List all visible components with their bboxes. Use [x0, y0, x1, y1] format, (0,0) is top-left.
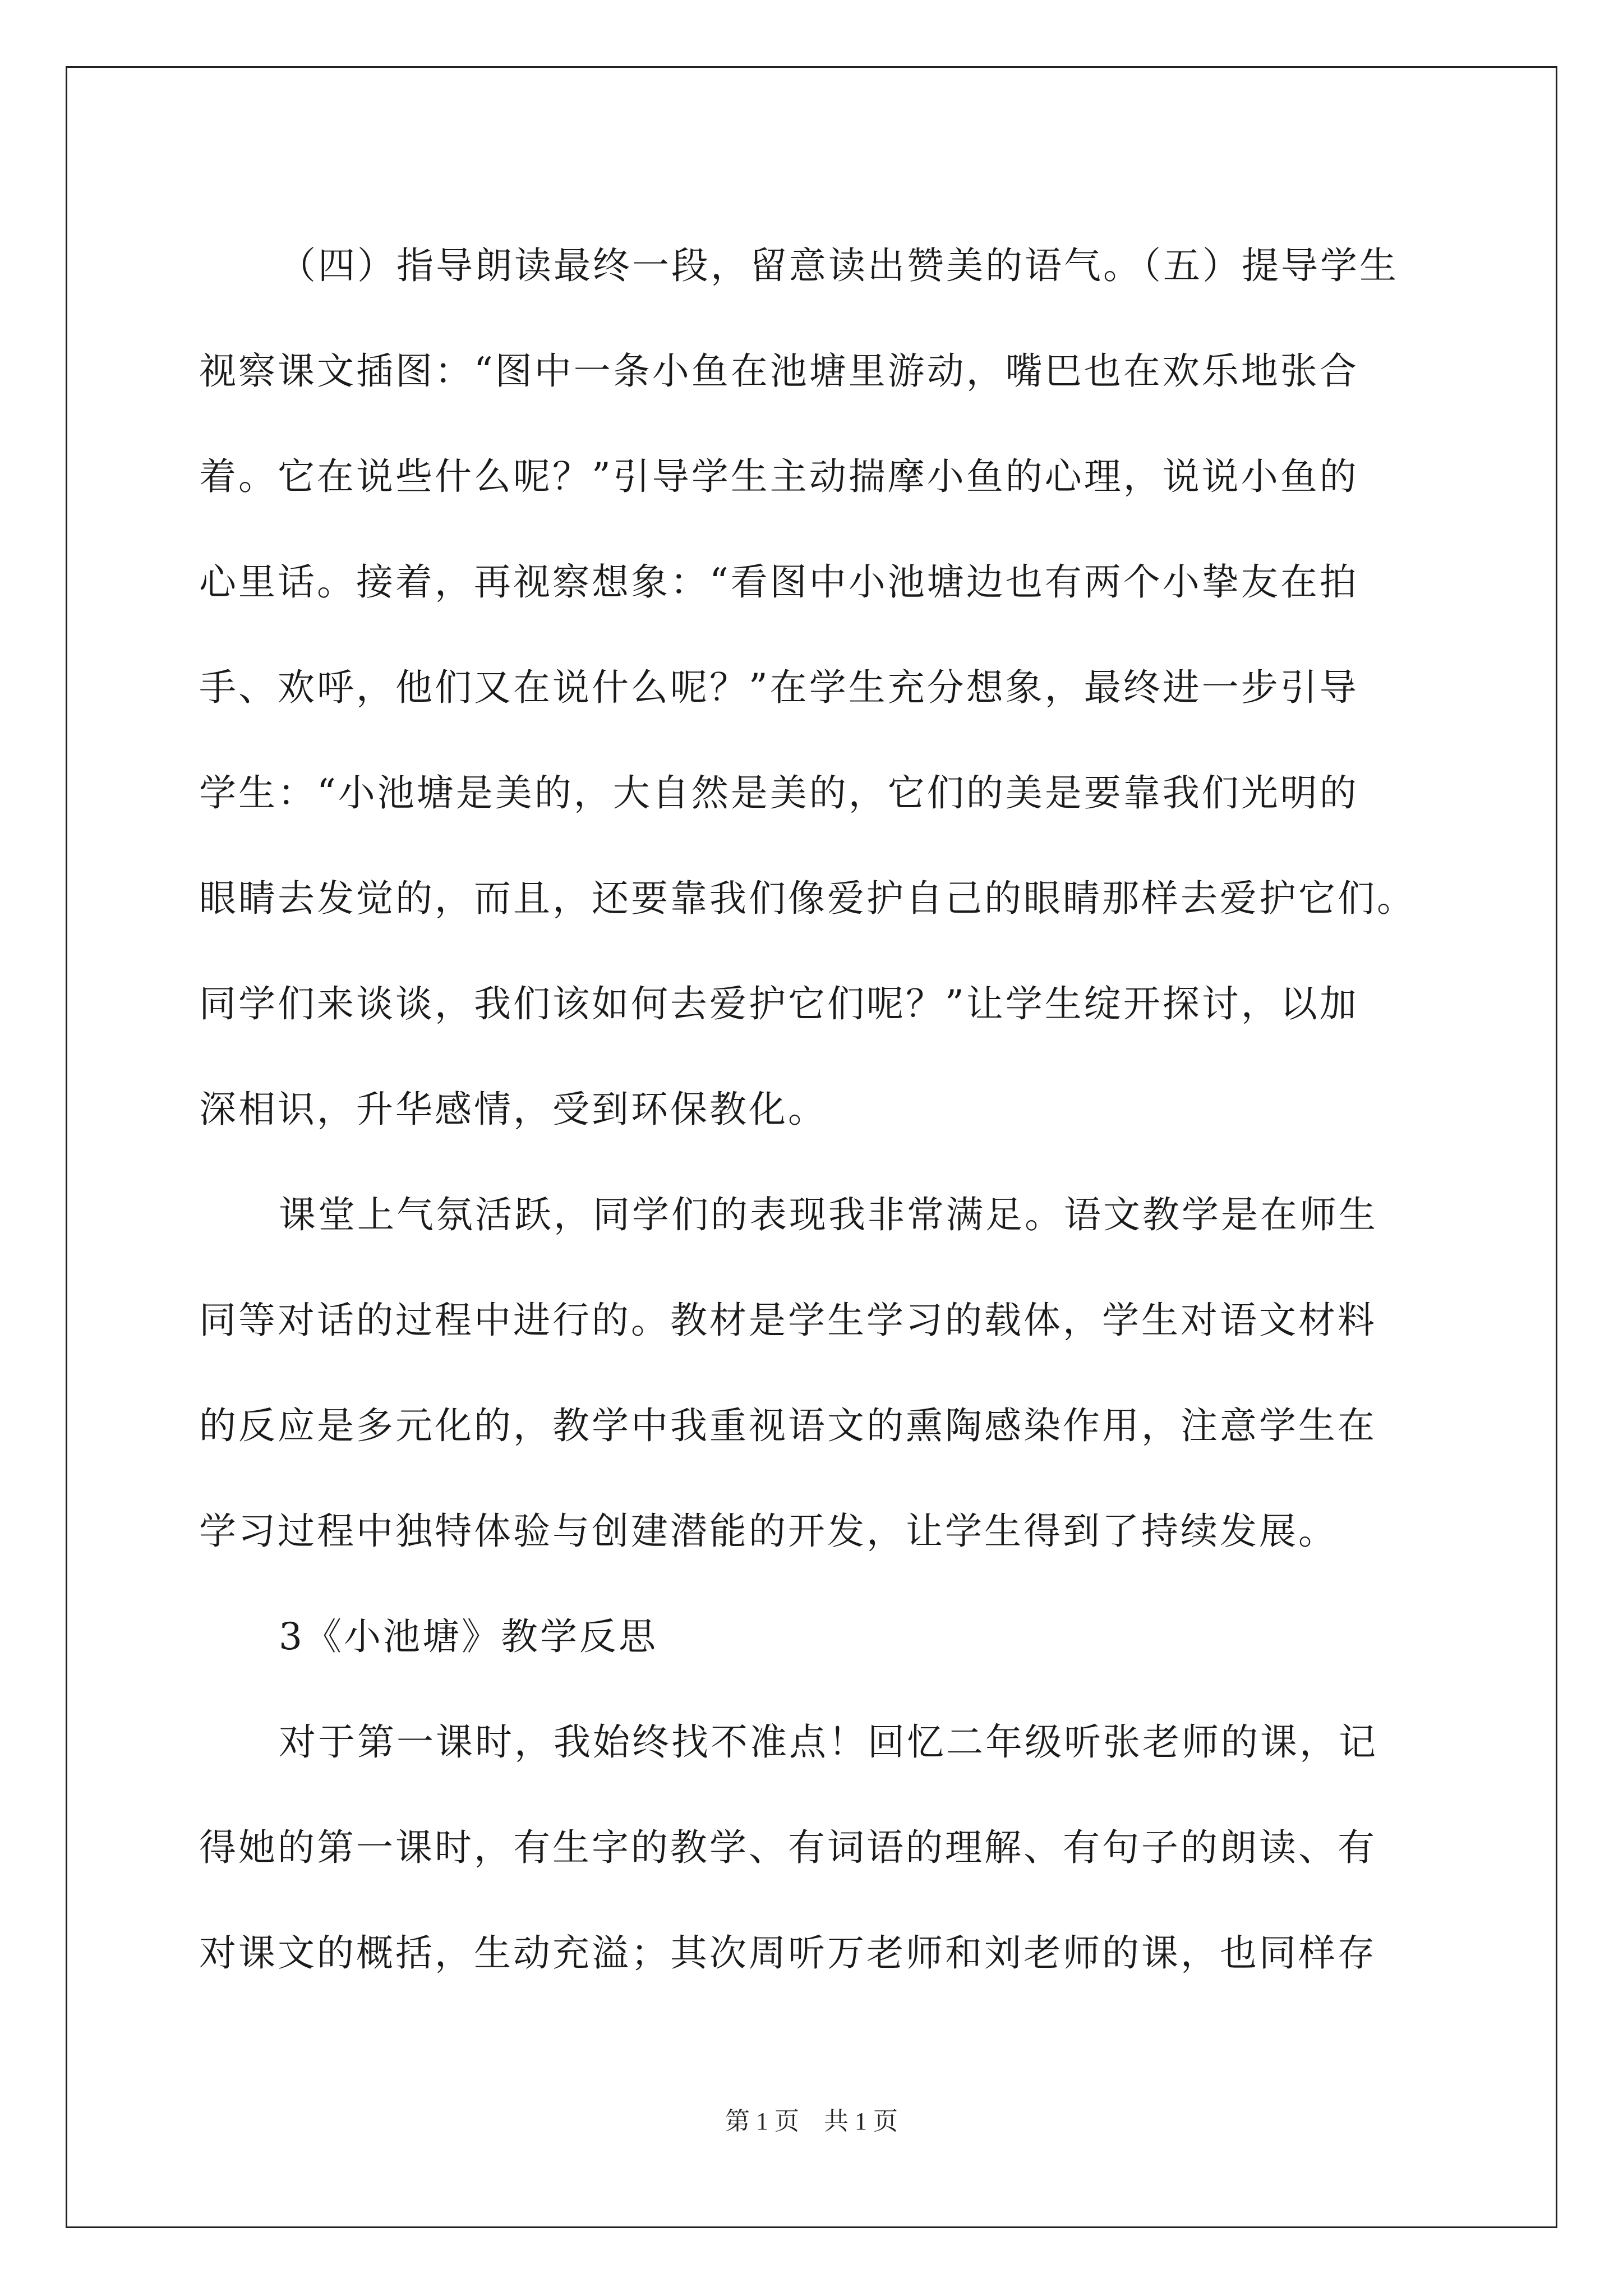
- text-line: 课堂上气氛活跃，同学们的表现我非常满足。语文教学是在师生: [279, 1193, 1378, 1236]
- text-line: 手、欢呼，他们又在说什么呢？”在学生充分想象，最终进一步引导: [199, 666, 1359, 709]
- text-line: 同等对话的过程中进行的。教材是学生学习的载体，学生对语文材料: [199, 1299, 1377, 1342]
- text-line: 深相识，升华感情，受到环保教化。: [199, 1088, 827, 1131]
- text-line: （四）指导朗读最终一段，留意读出赞美的语气。（五）提导学生: [279, 244, 1399, 287]
- text-line: 着。它在说些什么呢？”引导学生主动揣摩小鱼的心理，说说小鱼的: [199, 455, 1359, 498]
- page-number-footer: 第 1 页 共 1 页: [725, 2108, 898, 2135]
- document-body: [199, 213, 1450, 2006]
- text-line: 眼睛去发觉的，而且，还要靠我们像爱护自己的眼睛那样去爱护它们。: [199, 877, 1416, 920]
- text-line: 对课文的概括，生动充溢；其次周听万老师和刘老师的课，也同样存: [199, 1931, 1377, 1975]
- text-line: 学生：“小池塘是美的，大自然是美的，它们的美是要靠我们光明的: [199, 771, 1359, 815]
- text-line: 对于第一课时，我始终找不准点！回忆二年级听张老师的课，记: [279, 1720, 1378, 1764]
- text-line: 同学们来谈谈，我们该如何去爱护它们呢？”让学生绽开探讨，以加: [199, 982, 1359, 1025]
- text-line: 心里话。接着，再视察想象：“看图中小池塘边也有两个小挚友在拍: [199, 560, 1359, 604]
- section-heading: 3《小池塘》教学反思: [279, 1615, 658, 1658]
- text-line: 得她的第一课时，有生字的教学、有词语的理解、有句子的朗读、有: [199, 1826, 1377, 1869]
- text-line: 视察课文插图：“图中一条小鱼在池塘里游动，嘴巴也在欢乐地张合: [199, 349, 1359, 393]
- text-line: 学习过程中独特体验与创建潜能的开发，让学生得到了持续发展。: [199, 1510, 1338, 1553]
- text-line: 的反应是多元化的，教学中我重视语文的熏陶感染作用，注意学生在: [199, 1404, 1377, 1447]
